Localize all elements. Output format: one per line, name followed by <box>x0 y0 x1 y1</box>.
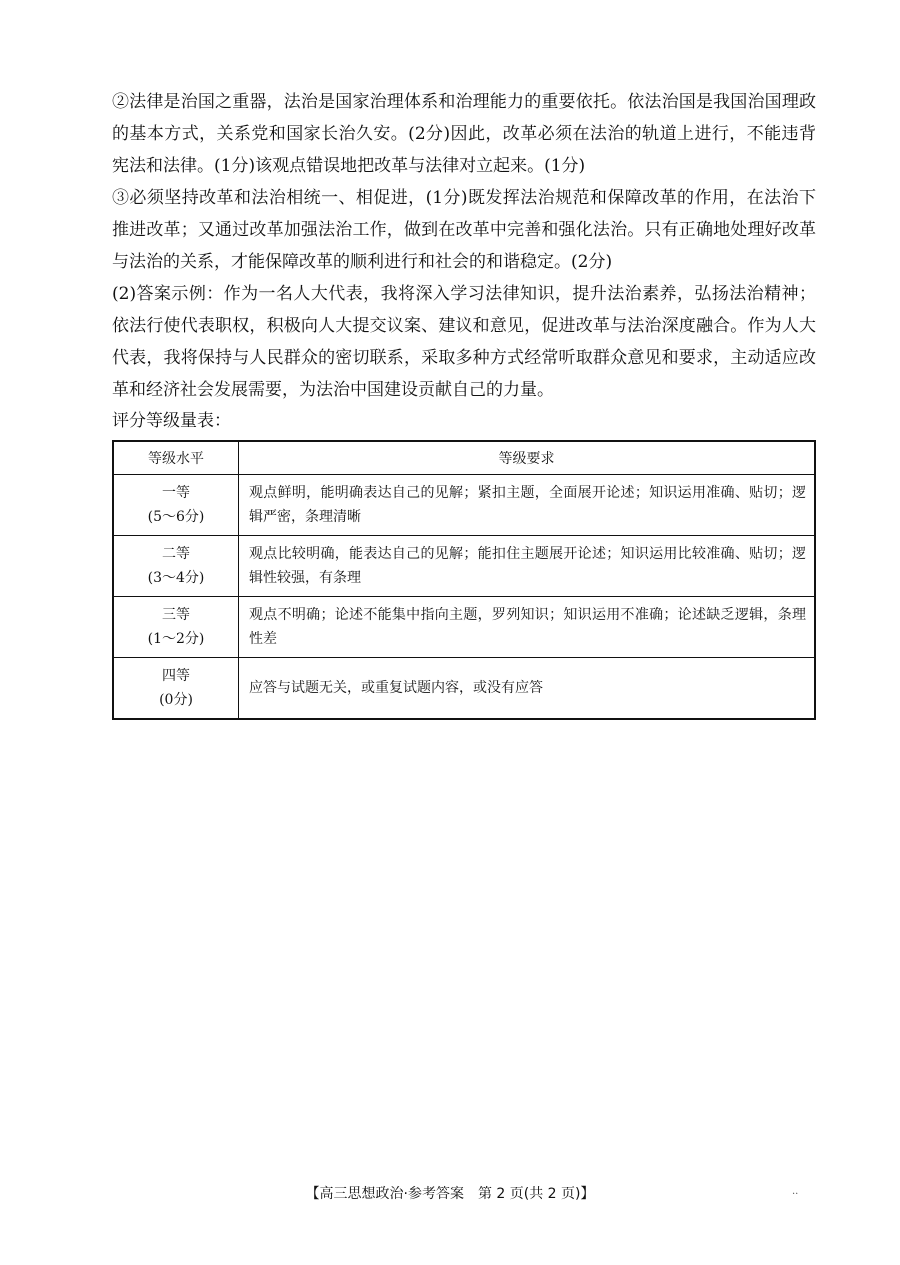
rubric-row <box>113 536 815 597</box>
requirement-cell: 观点鲜明，能明确表达自己的见解；紧扣主题，全面展开论述；知识运用准确、贴切；逻辑严密，条理清晰 <box>239 475 816 536</box>
rubric-row <box>113 475 815 536</box>
rubric-table <box>112 440 816 720</box>
rubric-row <box>113 597 815 658</box>
header-level: 等级水平 <box>113 441 239 475</box>
requirement-cell: 应答与试题无关，或重复试题内容，或没有应答 <box>239 658 816 720</box>
level-score: (0分) <box>159 692 193 708</box>
rubric-row <box>113 658 815 720</box>
requirement-cell: 观点不明确；论述不能集中指向主题，罗列知识；知识运用不准确；论述缺乏逻辑，条理性差 <box>239 597 816 658</box>
corner-mark: .. <box>792 1186 799 1197</box>
level-name: 一等 <box>162 485 190 501</box>
answer-paragraph-2: ②法律是治国之重器，法治是国家治理体系和治理能力的重要依托。依法治国是我国治国理政的基本方式，关系党和国家长治久安。(2分)因此，改革必须在法治的轨道上进行，不能违背宪法和法律。(1分)该观点错误地把改革与法律对立起来。(1分) <box>112 92 816 176</box>
page-footer: 【高三思想政治·参考答案 第 2 页(共 2 页)】 <box>305 1186 595 1202</box>
level-cell <box>113 597 239 658</box>
level-name: 二等 <box>162 546 190 562</box>
answer-example-paragraph: (2)答案示例：作为一名人大代表，我将深入学习法律知识，提升法治素养，弘扬法治精神；依法行使代表职权，积极向人大提交议案、建议和意见，促进改革与法治深度融合。作为人大代表，我将保持与人民群众的密切联系，采取多种方式经常听取群众意见和要求，主动适应改革和经济社会发展需要，为法治中国建设贡献自己的力量。 <box>112 284 816 400</box>
rubric-title: 评分等级量表： <box>112 411 231 431</box>
level-cell <box>113 475 239 536</box>
requirement-cell: 观点比较明确，能表达自己的见解；能扣住主题展开论述；知识运用比较准确、贴切；逻辑性较强，有条理 <box>239 536 816 597</box>
level-cell <box>113 658 239 720</box>
level-cell <box>113 536 239 597</box>
header-requirement: 等级要求 <box>239 441 816 475</box>
rubric-header-row <box>113 441 815 475</box>
answer-content <box>112 86 816 720</box>
level-name: 三等 <box>162 607 190 623</box>
answer-paragraph-3: ③必须坚持改革和法治相统一、相促进，(1分)既发挥法治规范和保障改革的作用，在法治下推进改革；又通过改革加强法治工作，做到在改革中完善和强化法治。只有正确地处理好改革与法治的关系，才能保障改革的顺利进行和社会的和谐稳定。(2分) <box>112 188 816 272</box>
level-score: (1～2分) <box>147 631 205 647</box>
level-name: 四等 <box>162 668 190 684</box>
level-score: (5～6分) <box>147 509 205 525</box>
level-score: (3～4分) <box>147 570 205 586</box>
